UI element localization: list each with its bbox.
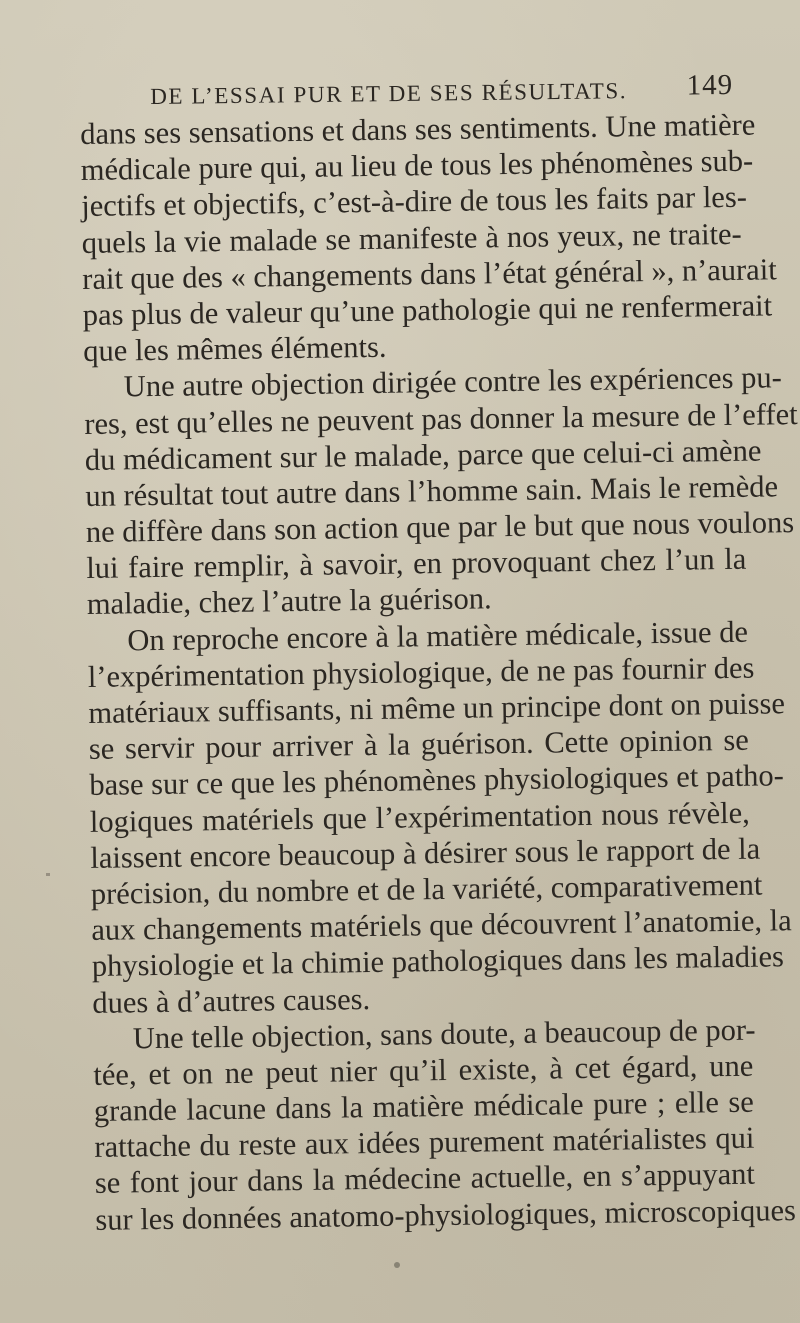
text-line: jectifs et objectifs, c’est-à-dire de tous les faits par les-: [81, 180, 748, 224]
text-line: res, est qu’elles ne peuvent pas donner la mesure de l’effet: [84, 396, 798, 441]
text-line: un résultat tout autre dans l’homme sain. Mais le remède: [85, 469, 779, 513]
text-line: grande lacune dans la matière médicale pure ; elle se: [93, 1084, 755, 1128]
text-line: dans ses sensations et dans ses sentiments. Une matière: [80, 107, 756, 151]
text-line: que les mêmes éléments.: [83, 329, 387, 369]
paragraph-start-line: Une telle objection, sans doute, a beaucoup de por-: [132, 1012, 756, 1056]
text-line: précision, du nombre et de la variété, comparativement: [90, 867, 763, 911]
paper-speck: [394, 1262, 400, 1268]
text-line: quels la vie malade se manifeste à nos yeux, ne traite-: [81, 216, 742, 260]
text-line: logiques matériels que l’expérimentation nous révèle,: [89, 795, 751, 839]
paragraph-start-line: On reproche encore à la matière médicale, issue de: [127, 614, 749, 658]
running-head: DE L’ESSAI PUR ET DE SES RÉSULTATS.: [150, 78, 628, 109]
text-line: laissent encore beaucoup à désirer sous le rapport de la: [90, 831, 761, 875]
text-line: rait que des « changements dans l’état général », n’aurait: [82, 252, 777, 296]
paper-speck: [46, 873, 50, 876]
text-line: médicale pure qui, au lieu de tous les phénomènes sub-: [80, 143, 754, 188]
text-line: tée, et on ne peut nier qu’il existe, à cet égard, une: [93, 1048, 754, 1092]
body-text: [80, 107, 798, 1238]
text-line: sur les données anatomo-physiologiques, microscopiques: [95, 1192, 797, 1237]
text-line: aux changements matériels que découvrent l’anatomie, la: [91, 903, 792, 948]
text-line: ne diffère dans son action que par le but que nous voulons: [85, 505, 795, 550]
text-line: du médicament sur le malade, parce que celui-ci amène: [84, 433, 762, 477]
text-line: lui faire remplir, à savoir, en provoquant chez l’un la: [86, 541, 747, 586]
text-line: se servir pour arriver à la guérison. Cette opinion se: [88, 722, 750, 767]
text-line: dues à d’autres causes.: [92, 981, 371, 1020]
text-line: physiologie et la chimie pathologiques dans les maladies: [91, 939, 785, 984]
text-line: matériaux suffisants, ni même un principe dont on puisse: [88, 686, 786, 730]
text-line: l’expérimentation physiologique, de ne pas fournir des: [87, 650, 755, 694]
paragraph-start-line: Une autre objection dirigée contre les expériences pu-: [123, 360, 782, 404]
text-line: se font jour dans la médecine actuelle, en s’appuyant: [94, 1157, 756, 1201]
text-line: pas plus de valeur qu’une pathologie qui ne renfermerait: [82, 288, 773, 332]
text-line: base sur ce que les phénomènes physiologiques et patho-: [89, 758, 785, 803]
text-line: rattache du reste aux idées purement matérialistes qui: [94, 1120, 755, 1165]
text-line: maladie, chez l’autre la guérison.: [86, 581, 492, 622]
page-number: 149: [686, 68, 734, 102]
